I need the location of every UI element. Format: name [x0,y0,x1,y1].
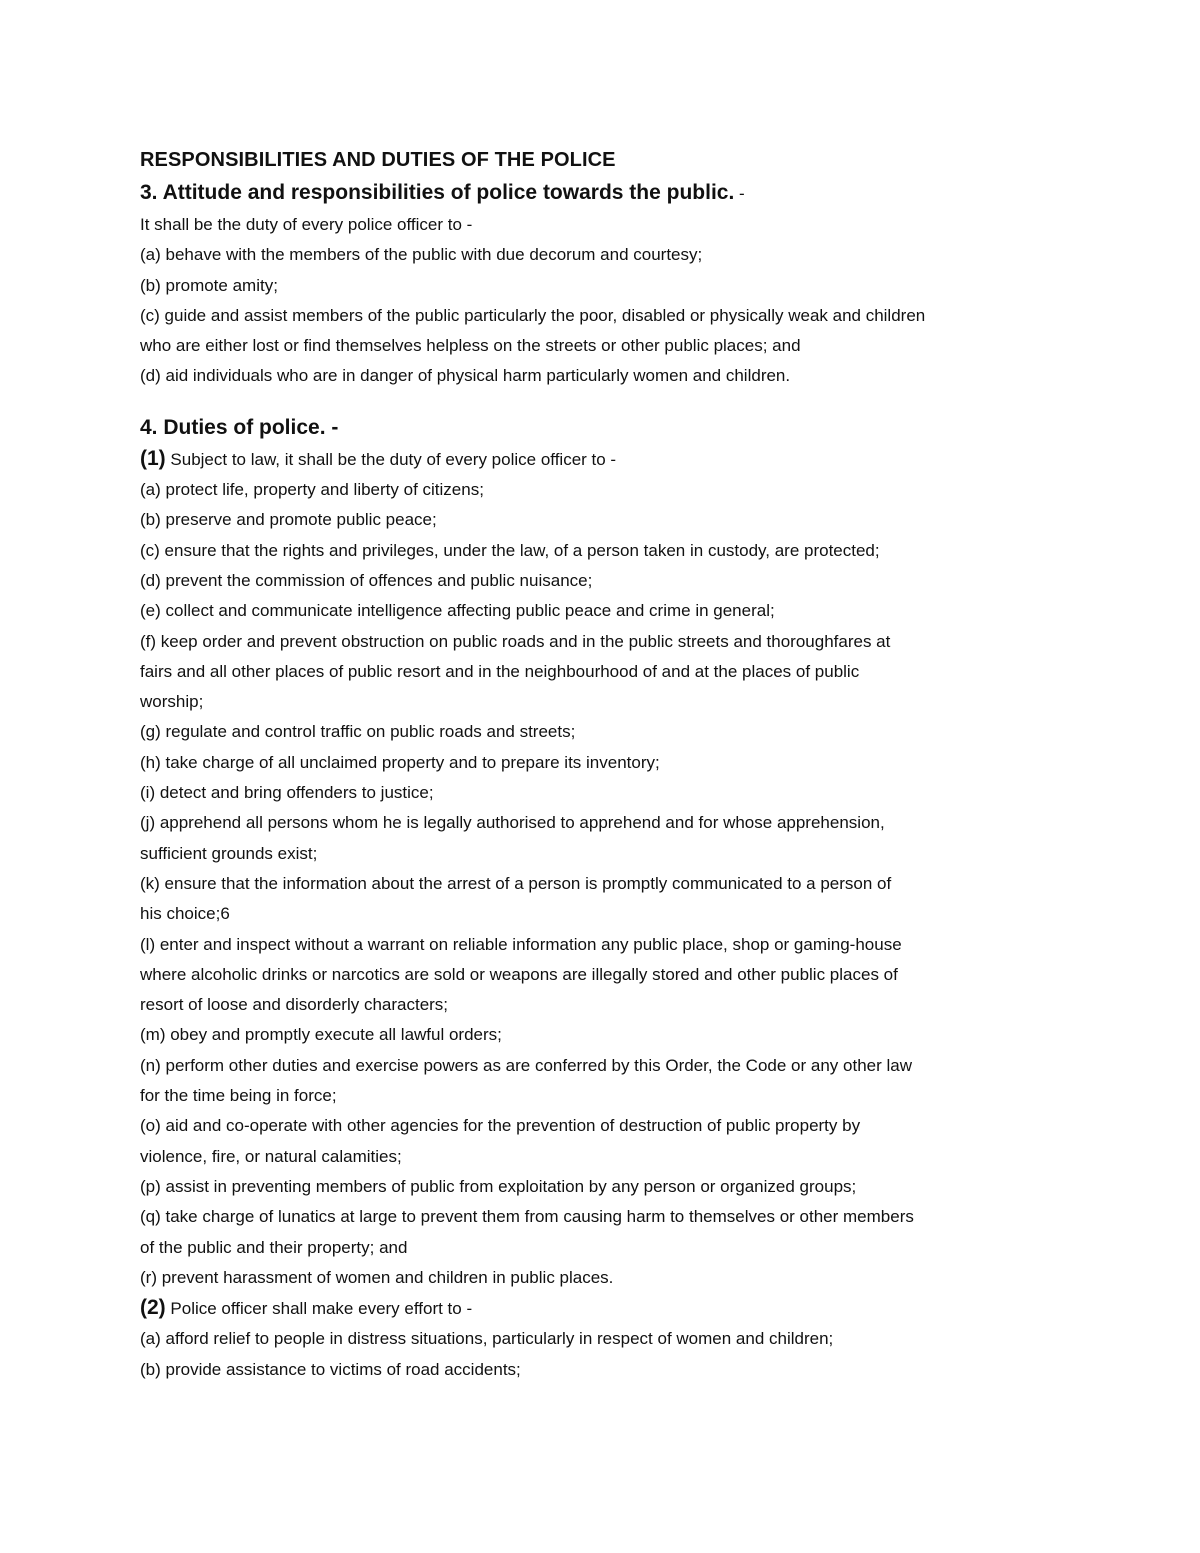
section-3-item-a: (a) behave with the members of the public with due decorum and courtesy; [140,245,703,265]
sub1-line: (a) protect life, property and liberty of citizens; [140,480,484,500]
sub1-line: (n) perform other duties and exercise powers as are conferred by this Order, the Code or any other law [140,1055,912,1075]
sub1-line: sufficient grounds exist; [140,843,318,863]
sub1-line: (g) regulate and control traffic on public roads and streets; [140,722,576,742]
sub1-line: for the time being in force; [140,1086,337,1106]
document-body [140,145,1070,1385]
sub1-line: of the public and their property; and [140,1237,408,1257]
sub1-line: (l) enter and inspect without a warrant on reliable information any public place, shop or gaming-house [140,934,902,954]
sub1-line: (f) keep order and prevent obstruction on public roads and in the public streets and thoroughfares at [140,631,891,651]
sub2-number: (2) [140,1296,166,1320]
sub1-line: where alcoholic drinks or narcotics are sold or weapons are illegally stored and other public places of [140,964,898,984]
section-4-sub1-intro [140,444,1070,475]
sub1-line: worship; [140,692,204,712]
section-3-intro: It shall be the duty of every police officer to - [140,215,473,234]
sub1-number: (1) [140,446,166,470]
sub1-line: (o) aid and co-operate with other agencies for the prevention of destruction of public property by [140,1116,861,1136]
sub2-line: (b) provide assistance to victims of road accidents; [140,1359,521,1379]
section-3-heading-dash: - [734,184,745,203]
sub1-line: his choice;6 [140,904,230,924]
sub1-line: (e) collect and communicate intelligence affecting public peace and crime in general; [140,601,775,621]
sub1-line: (r) prevent harassment of women and children in public places. [140,1267,614,1287]
sub1-line: fairs and all other places of public resort and in the neighbourhood of and at the places of public [140,661,860,681]
sub1-line: (d) prevent the commission of offences and public nuisance; [140,570,593,590]
sub1-line: violence, fire, or natural calamities; [140,1146,402,1166]
sub1-line: (p) assist in preventing members of public from exploitation by any person or organized groups; [140,1176,857,1196]
section-3-item-d: (d) aid individuals who are in danger of physical harm particularly women and children. [140,366,791,386]
section-4-heading: 4. Duties of police. - [140,415,339,439]
sub1-line: (k) ensure that the information about the arrest of a person is promptly communicated to a person of [140,873,892,893]
sub1-line: (i) detect and bring offenders to justice; [140,783,434,803]
section-3-item-b: (b) promote amity; [140,275,278,295]
section-3-item-c: (c) guide and assist members of the public particularly the poor, disabled or physically weak and children [140,305,926,325]
sub2-text: Police officer shall make every effort to - [165,1299,473,1319]
sub1-line: (m) obey and promptly execute all lawful orders; [140,1025,502,1045]
sub1-line: (q) take charge of lunatics at large to prevent them from causing harm to themselves or other members [140,1207,914,1227]
section-3-heading-text: 3. Attitude and responsibilities of police towards the public. [140,181,735,204]
sub1-text: Subject to law, it shall be the duty of every police officer to - [165,449,617,469]
sub1-line: (b) preserve and promote public peace; [140,510,437,530]
section-3-item-c-cont: who are either lost or find themselves helpless on the streets or other public places; and [140,336,801,356]
sub2-line: (a) afford relief to people in distress situations, particularly in respect of women and children; [140,1329,834,1349]
document-title: RESPONSIBILITIES AND DUTIES OF THE POLICE [140,149,616,171]
sub1-line: (j) apprehend all persons whom he is legally authorised to apprehend and for whose apprehension, [140,813,885,833]
section-3-heading [140,177,1070,210]
sub1-line: (c) ensure that the rights and privileges, under the law, of a person taken in custody, are protected; [140,540,880,560]
sub1-line: resort of loose and disorderly characters; [140,995,449,1015]
section-4-sub2-intro [140,1293,1070,1324]
sub1-line: (h) take charge of all unclaimed property and to prepare its inventory; [140,752,660,772]
